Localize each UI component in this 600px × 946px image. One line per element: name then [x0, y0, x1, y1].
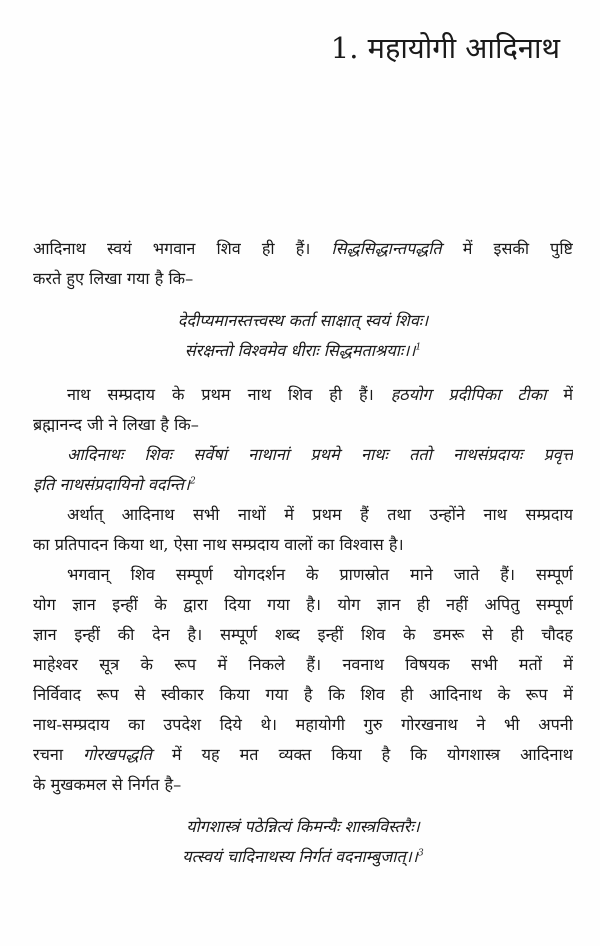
paragraph-3-line-1: अर्थात् आदिनाथ सभी नाथों में प्रथम हैं तथा उन्होंने नाथ सम्प्रदाय — [67, 505, 573, 524]
text-run: में यह मत व्यक्त किया है कि योगशास्त्र आदिनाथ — [151, 745, 573, 764]
quote-1-line-1: आदिनाथः शिवः सर्वेषां नाथानां प्रथमे नाथः ततो नाथसंप्रदायः प्रवृत्त — [67, 445, 573, 464]
paragraph-2-line-2: ब्रह्मानन्द जी ने लिखा है कि– — [33, 415, 199, 434]
chapter-body — [33, 234, 573, 886]
paragraph-4-line-5: निर्विवाद रूप से स्वीकार किया गया है कि शिव ही आदिनाथ के रूप में — [33, 685, 573, 704]
book-title-hathayoga-pradipika-tika: हठयोग प्रदीपिका टीका — [390, 385, 547, 404]
paragraph-2-line-1 — [33, 380, 573, 410]
paragraph-4-line-6: नाथ-सम्प्रदाय का उपदेश दिये थे। महायोगी गुरु गोरखनाथ ने भी अपनी — [33, 715, 573, 734]
text-run: रचना — [33, 745, 84, 764]
verse-text: संरक्षन्तो विश्वमेव धीराः सिद्धमताश्रयाः।। — [184, 341, 416, 360]
paragraph-1 — [33, 234, 573, 294]
paragraph-3-line-2: का प्रतिपादन किया था, ऐसा नाथ सम्प्रदाय वालों का विश्वास है। — [33, 535, 404, 554]
paragraph-1-line-1 — [33, 234, 573, 264]
footnote-marker: 1 — [415, 342, 422, 353]
paragraph-3 — [33, 500, 573, 560]
text-run: में — [546, 385, 573, 404]
paragraph-1-line-2: करते हुए लिखा गया है कि– — [33, 269, 194, 288]
quote-1-line-2 — [33, 470, 573, 500]
verse-1-line-2 — [33, 336, 573, 366]
book-title-siddha-siddhanta-paddhati: सिद्धसिद्धान्तपद्धति — [331, 239, 442, 258]
footnote-marker: 3 — [417, 848, 424, 859]
verse-1 — [33, 306, 573, 366]
verse-2-line-1: योगशास्त्रं पठेन्नित्यं किमन्यैः शास्त्रविस्तरैः। — [186, 817, 420, 836]
verse-2 — [33, 812, 573, 872]
paragraph-2 — [33, 380, 573, 440]
footnote-marker: 2 — [190, 476, 196, 487]
paragraph-4 — [33, 560, 573, 800]
text-run: नाथ सम्प्रदाय के प्रथम नाथ शिव ही हैं। — [67, 385, 391, 404]
paragraph-4-line-1: भगवान् शिव सम्पूर्ण योगदर्शन के प्राणस्रोत माने जाते हैं। सम्पूर्ण — [67, 565, 573, 584]
text-run: आदिनाथ स्वयं भगवान शिव ही हैं। — [33, 239, 332, 258]
verse-text: यत्स्वयं चादिनाथस्य निर्गतं वदनाम्बुजात्।। — [182, 847, 418, 866]
chapter-title: 1. महायोगी आदिनाथ — [330, 31, 560, 65]
quote-text: इति नाथसंप्रदायिनो वदन्ति। — [33, 475, 191, 494]
paragraph-4-line-3: ज्ञान इन्हीं की देन है। सम्पूर्ण शब्द इन्हीं शिव के डमरू से ही चौदह — [33, 625, 573, 644]
book-title-gorakh-paddhati: गोरखपद्धति — [83, 745, 152, 764]
paragraph-4-line-7 — [33, 740, 573, 770]
verse-2-line-2 — [33, 842, 573, 872]
verse-1-line-1: देदीप्यमानस्तत्त्वस्थ कर्ता साक्षात् स्वयं शिवः। — [177, 311, 429, 330]
paragraph-4-line-4: माहेश्वर सूत्र के रूप में निकले हैं। नवनाथ विषयक सभी मतों में — [33, 655, 573, 674]
quote-1 — [33, 440, 573, 500]
text-run: में इसकी पुष्टि — [441, 239, 573, 258]
paragraph-4-line-2: योग ज्ञान इन्हीं के द्वारा दिया गया है। योग ज्ञान ही नहीं अपितु सम्पूर्ण — [33, 595, 573, 614]
paragraph-4-line-8: के मुखकमल से निर्गत है– — [33, 775, 182, 794]
